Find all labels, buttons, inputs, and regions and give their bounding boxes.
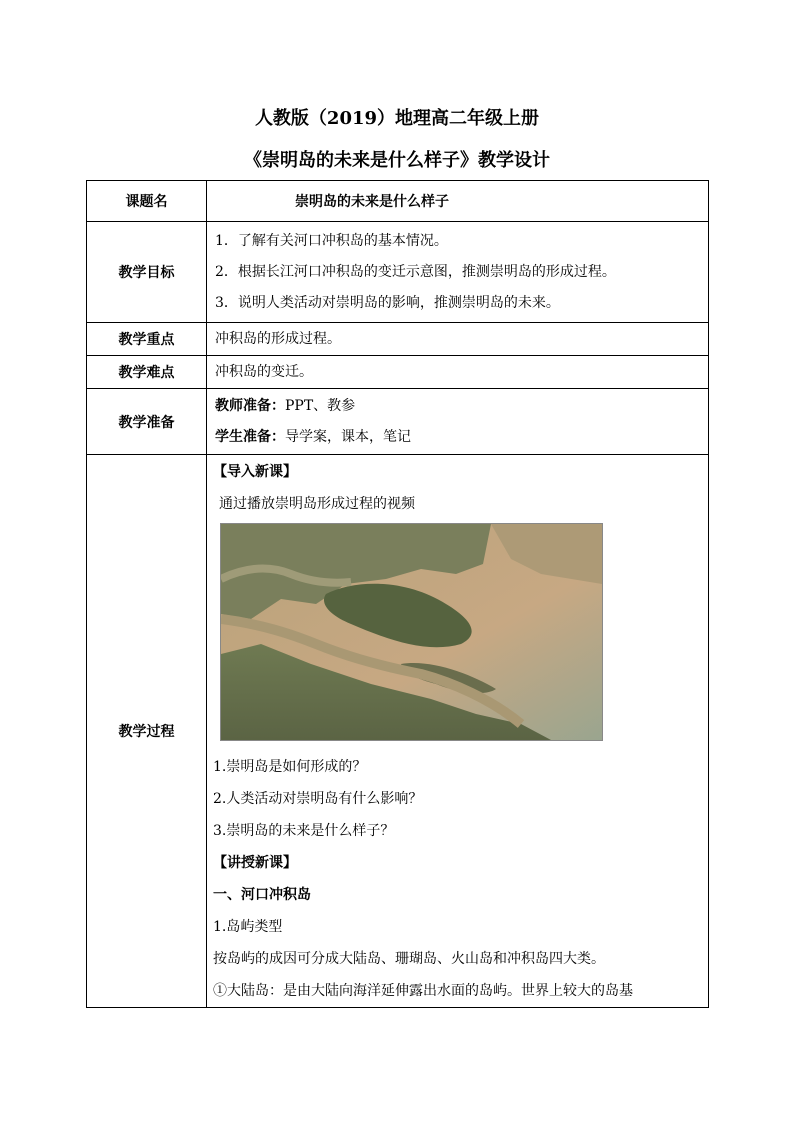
goals-cell bbox=[207, 222, 709, 323]
row-key-point bbox=[87, 323, 709, 356]
key-point-value: 冲积岛的形成过程。 bbox=[215, 330, 341, 347]
goal-item: 1．了解有关河口冲积岛的基本情况。 bbox=[215, 232, 448, 249]
question-item: 2.人类活动对崇明岛有什么影响？ bbox=[213, 790, 423, 807]
key-point-cell bbox=[207, 323, 709, 356]
goal-item: 3．说明人类活动对崇明岛的影响，推测崇明岛的未来。 bbox=[215, 294, 560, 311]
goals-label: 教学目标 bbox=[87, 222, 207, 323]
intro-text: 通过播放崇明岛形成过程的视频 bbox=[219, 495, 415, 512]
student-prep bbox=[207, 422, 708, 453]
student-prep-label: 学生准备： bbox=[215, 428, 285, 445]
paragraph: ①大陆岛：是由大陆向海洋延伸露出水面的岛屿。世界上较大的岛基 bbox=[213, 982, 633, 999]
teacher-prep-value: PPT、教参 bbox=[285, 397, 356, 414]
sub-title: 1.岛屿类型 bbox=[213, 918, 283, 935]
teach-heading: 【讲授新课】 bbox=[213, 854, 297, 871]
intro-heading: 【导入新课】 bbox=[213, 463, 297, 480]
document-title: 人教版（2019）地理高二年级上册 bbox=[254, 108, 540, 129]
document-subtitle: 《崇明岛的未来是什么样子》教学设计 bbox=[244, 150, 550, 171]
teacher-prep-label: 教师准备： bbox=[215, 397, 285, 414]
question-item: 1.崇明岛是如何形成的？ bbox=[213, 758, 367, 775]
row-difficulty bbox=[87, 356, 709, 389]
topic-value-cell bbox=[207, 181, 709, 222]
difficulty-cell bbox=[207, 356, 709, 389]
key-point-label: 教学重点 bbox=[87, 323, 207, 356]
preparation-cell bbox=[207, 389, 709, 455]
goal-item: 2．根据长江河口冲积岛的变迁示意图，推测崇明岛的形成过程。 bbox=[215, 263, 616, 280]
teacher-prep bbox=[207, 391, 708, 422]
student-prep-value: 导学案，课本，笔记 bbox=[285, 428, 411, 445]
chongming-satellite-image bbox=[220, 523, 603, 741]
row-topic bbox=[87, 181, 709, 222]
paragraph: 按岛屿的成因可分成大陆岛、珊瑚岛、火山岛和冲积岛四大类。 bbox=[213, 950, 605, 967]
preparation-label: 教学准备 bbox=[87, 389, 207, 455]
row-preparation bbox=[87, 389, 709, 455]
row-process bbox=[87, 455, 709, 1008]
lesson-plan-table bbox=[86, 180, 709, 1008]
difficulty-value: 冲积岛的变迁。 bbox=[215, 363, 313, 380]
difficulty-label: 教学难点 bbox=[87, 356, 207, 389]
topic-value: 崇明岛的未来是什么样子 bbox=[295, 194, 449, 210]
topic-label: 课题名 bbox=[87, 181, 207, 222]
process-label: 教学过程 bbox=[87, 455, 207, 1008]
section-title: 一、河口冲积岛 bbox=[213, 886, 311, 903]
process-cell bbox=[207, 455, 709, 1008]
row-goals bbox=[87, 222, 709, 323]
question-item: 3.崇明岛的未来是什么样子？ bbox=[213, 822, 395, 839]
